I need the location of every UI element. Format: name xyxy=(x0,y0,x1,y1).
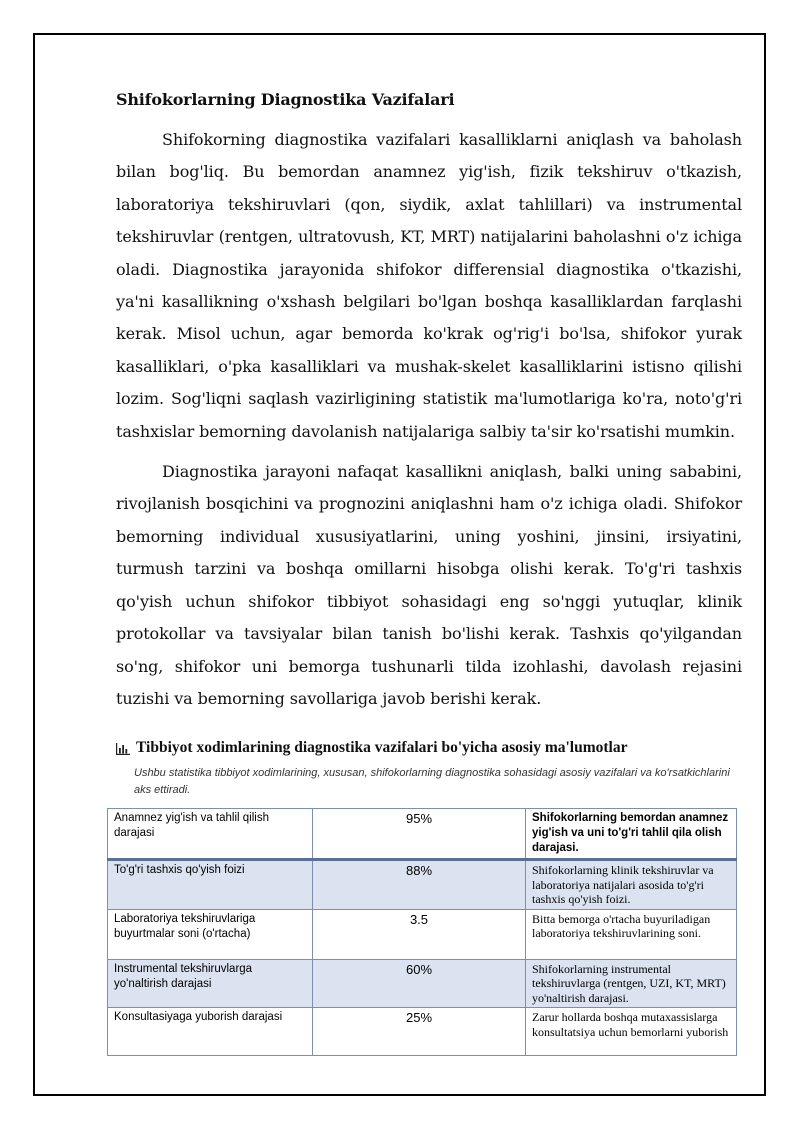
table-row xyxy=(108,809,737,860)
row-label: Anamnez yig'ish va tahlil qilish darajasi xyxy=(108,809,313,860)
row-label: Laboratoriya tekshiruvlariga buyurtmalar soni (o'rtacha) xyxy=(108,909,313,959)
row-value: 95% xyxy=(313,809,526,860)
document-heading: Shifokorlarning Diagnostika Vazifalari xyxy=(116,90,455,109)
row-value: 88% xyxy=(313,860,526,910)
row-description: Shifokorlarning klinik tekshiruvlar va laboratoriya natijalari asosida to'g'ri tashxis qo'yish foizi. xyxy=(526,860,737,910)
table-row xyxy=(108,909,737,959)
stats-subtitle: Ushbu statistika tibbiyot xodimlarining, xususan, shifokorlarning diagnostika sohasidagi asosiy vazifalari va ko'rsatkichlarini aks ettiradi. xyxy=(134,767,730,797)
row-value: 60% xyxy=(313,959,526,1008)
row-label: Konsultasiyaga yuborish darajasi xyxy=(108,1008,313,1056)
row-value: 25% xyxy=(313,1008,526,1056)
row-description: Bitta bemorga o'rtacha buyuriladigan laboratoriya tekshiruvlarining soni. xyxy=(526,909,737,959)
stats-table xyxy=(107,808,737,1056)
bar-chart-icon xyxy=(116,742,130,754)
document-body xyxy=(116,86,742,799)
table-row xyxy=(108,1008,737,1056)
row-description: Shifokorlarning bemordan anamnez yig'ish va uni to'g'ri tahlil qila olish darajasi. xyxy=(526,809,737,860)
row-value: 3.5 xyxy=(313,909,526,959)
row-label: Instrumental tekshiruvlarga yo'naltirish darajasi xyxy=(108,959,313,1008)
row-label: To'g'ri tashxis qo'yish foizi xyxy=(108,860,313,910)
row-description: Zarur hollarda boshqa mutaxassislarga konsultatsiya uchun bemorlarni yuborish xyxy=(526,1008,737,1056)
paragraph-1: Shifokorning diagnostika vazifalari kasalliklarni aniqlash va baholash bilan bog'liq. Bu bemordan anamnez yig'ish, fizik tekshiruv o'tkazish, laboratoriya tekshiruvlari (qon, siydik, axlat tahlillari) va instrumental tekshiruvlar (rentgen, ultratovush, KT, MRT) natijalarini baholashni o'z ichiga oladi. Diagnostika jarayonida shifokor differensial diagnostika o'tkazishi, ya'ni kasallikning o'xshash belgilari bo'lgan boshqa kasalliklardan farqlashi kerak. Misol uchun, agar bemorda ko'krak og'rig'i bo'lsa, shifokor yurak kasalliklari, o'pka kasalliklari va mushak-skelet kasalliklarini istisno qilishi lozim. Sog'liqni saqlash vazirligining statistik ma'lumotlariga ko'ra, noto'g'ri tashxislar bemorning davolanish natijalariga salbiy ta'sir ko'rsatishi mumkin. xyxy=(116,130,742,441)
paragraph-2: Diagnostika jarayoni nafaqat kasallikni aniqlash, balki uning sababini, rivojlanish bosqichini va prognozini aniqlashni ham o'z ichiga oladi. Shifokor bemorning individual xususiyatlarini, uning yoshini, jinsini, irsiyatini, turmush tarzini va boshqa omillarni hisobga olishi kerak. To'g'ri tashxis qo'yish uchun shifokor tibbiyot sohasidagi eng so'nggi yutuqlar, klinik protokollar va tavsiyalar bilan tanish bo'lishi kerak. Tashxis qo'yilgandan so'ng, shifokor uni bemorga tushunarli tilda izohlashi, davolash rejasini tuzishi va bemorning savollariga javob berishi kerak. xyxy=(116,462,742,708)
stats-title: Tibbiyot xodimlarining diagnostika vazifalari bo'yicha asosiy ma'lumotlar xyxy=(136,739,628,757)
table-row xyxy=(108,959,737,1008)
row-description: Shifokorlarning instrumental tekshiruvlarga (rentgen, UZI, KT, MRT) yo'naltirish darajasi. xyxy=(526,959,737,1008)
stats-title-row xyxy=(116,739,742,757)
table-row xyxy=(108,860,737,910)
